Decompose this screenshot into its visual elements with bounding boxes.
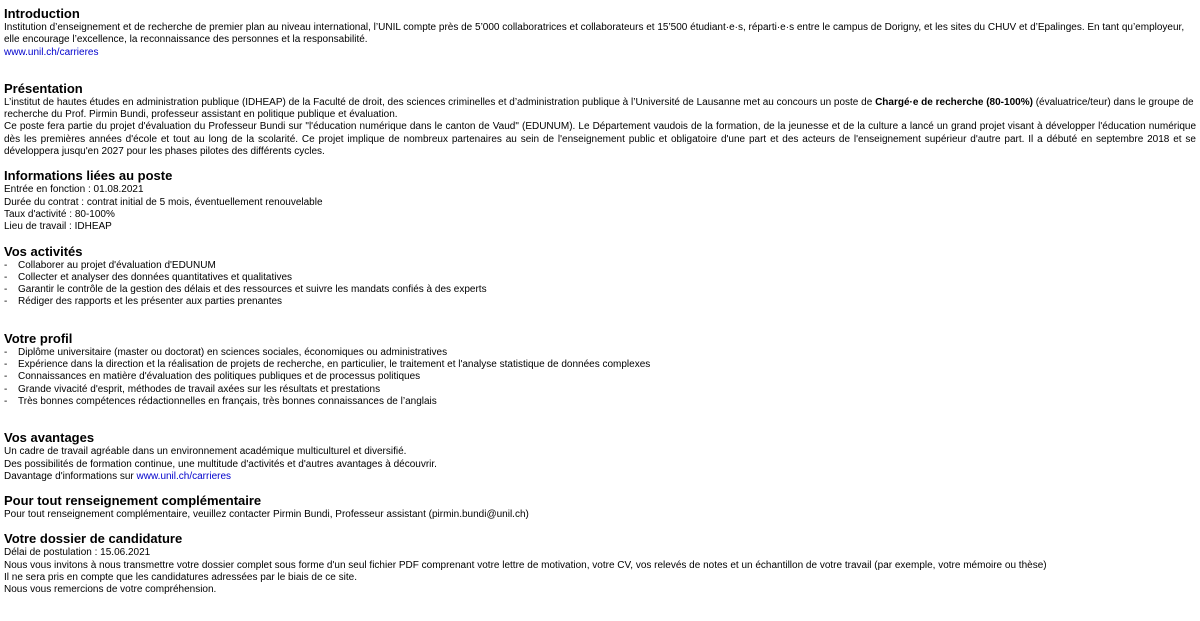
presentation-text: L’institut de hautes études en administration publique (IDHEAP) de la Faculté de droit, des sciences criminelles et d’administration publique à l’Université de Lausanne met au concours un poste de Chargé·e de recherche (80-100%) (évaluatrice/teur) dans le groupe de recherche du Prof. Pirmin Bundi, professeur assistant en politique publique et évaluation. <box>4 96 1194 121</box>
contact-heading: Pour tout renseignement complémentaire <box>4 493 262 509</box>
section-presentation <box>4 81 1196 158</box>
activity-rate: Taux d'activité : 80-100% <box>4 208 115 220</box>
start-date: Entrée en fonction : 01.08.2021 <box>4 184 144 196</box>
application-heading: Votre dossier de candidature <box>4 531 183 547</box>
workplace: Lieu de travail : IDHEAP <box>4 221 112 233</box>
section-job-info <box>4 168 1196 233</box>
profile-list <box>4 347 1196 408</box>
list-item: - Garantir le contrôle de la gestion des délais et des ressources et suivre les mandats confiés à des experts <box>4 284 1196 296</box>
careers-link[interactable]: www.unil.ch/carrieres <box>4 46 99 58</box>
section-contact <box>4 493 1196 521</box>
section-introduction <box>4 6 1196 59</box>
section-activities <box>4 244 1196 309</box>
presentation-project-text: Ce poste fera partie du projet d'évaluation du Professeur Bundi sur "l'éducation numérique dans le canton de Vaud" (EDUNUM). Le Département vaudois de la formation, de la jeunesse et de la culture a lancé un grand projet visant à développer l'éducation numérique dès les premières années d'école et tout au long de la scolarité. Ce projet implique de nombreux partenaires au sein de l'enseignement public et obligatoire d'une part et des acteurs de l'enseignement supérieur d'autre part. Il a débuté en septembre 2018 et se développera jusqu'en 2027 pour les phases pilotes des différents cycles. <box>4 121 1196 158</box>
list-item: - Diplôme universitaire (master ou doctorat) en sciences sociales, économiques ou administratives <box>4 347 1196 359</box>
job-title: Chargé·e de recherche (80-100%) <box>875 96 1033 108</box>
advantages-line-1: Un cadre de travail agréable dans un environnement académique multiculturel et diversifié. <box>4 446 407 458</box>
advantages-line-2: Des possibilités de formation continue, une multitude d'activités et d'autres avantages à découvrir. <box>4 458 437 470</box>
introduction-text: Institution d’enseignement et de recherche de premier plan au niveau international, l’UNIL compte près de 5’000 collaboratrices et collaborateurs et 15’500 étudiant·e·s, réparti·e·s entre le campus de Dorigny, et les sites du CHUV et d’Epalinges. En tant qu’employeur, elle encourage l’excellence, la reconnaissance des personnes et la responsabilité. <box>4 22 1185 46</box>
contact-text: Pour tout renseignement complémentaire, veuillez contacter Pirmin Bundi, Professeur assistant (pirmin.bundi@unil.ch) <box>4 509 529 521</box>
application-instructions: Nous vous invitons à nous transmettre votre dossier complet sous forme d'un seul fichier PDF comprenant votre lettre de motivation, votre CV, vos relevés de notes et un échantillon de votre travail (par exemple, votre mémoire ou thèse) <box>4 559 1047 571</box>
list-item: - Rédiger des rapports et les présenter aux parties prenantes <box>4 296 1196 308</box>
profile-heading: Votre profil <box>4 330 73 346</box>
introduction-heading: Introduction <box>4 6 80 21</box>
job-info-heading: Informations liées au poste <box>4 168 173 184</box>
activities-heading: Vos activités <box>4 243 83 259</box>
activities-list <box>4 260 1196 309</box>
application-deadline: Délai de postulation : 15.06.2021 <box>4 547 151 559</box>
list-item: - Connaissances en matière d'évaluation des politiques publiques et de processus politiques <box>4 371 1196 383</box>
contract-duration: Durée du contrat : contrat initial de 5 mois, éventuellement renouvelable <box>4 196 323 208</box>
section-profile <box>4 331 1196 408</box>
advantages-line-3: Davantage d'informations sur www.unil.ch/carrieres <box>4 470 232 482</box>
advantages-heading: Vos avantages <box>4 430 95 446</box>
careers-link[interactable]: www.unil.ch/carrieres <box>136 470 232 482</box>
application-note: Il ne sera pris en compte que les candidatures adressées par le biais de ce site. <box>4 572 357 584</box>
application-thanks: Nous vous remercions de votre compréhension. <box>4 584 217 596</box>
section-advantages <box>4 430 1196 483</box>
list-item: - Collecter et analyser des données quantitatives et qualitatives <box>4 272 1196 284</box>
presentation-heading: Présentation <box>4 80 83 96</box>
list-item: - Collaborer au projet d'évaluation d'EDUNUM <box>4 260 1196 272</box>
section-application <box>4 531 1196 596</box>
list-item: - Grande vivacité d'esprit, méthodes de travail axées sur les résultats et prestations <box>4 384 1196 396</box>
list-item: - Très bonnes compétences rédactionnelles en français, très bonnes connaissances de l’anglais <box>4 396 1196 408</box>
list-item: - Expérience dans la direction et la réalisation de projets de recherche, en particulier, le traitement et l'analyse statistique de données complexes <box>4 359 1196 371</box>
